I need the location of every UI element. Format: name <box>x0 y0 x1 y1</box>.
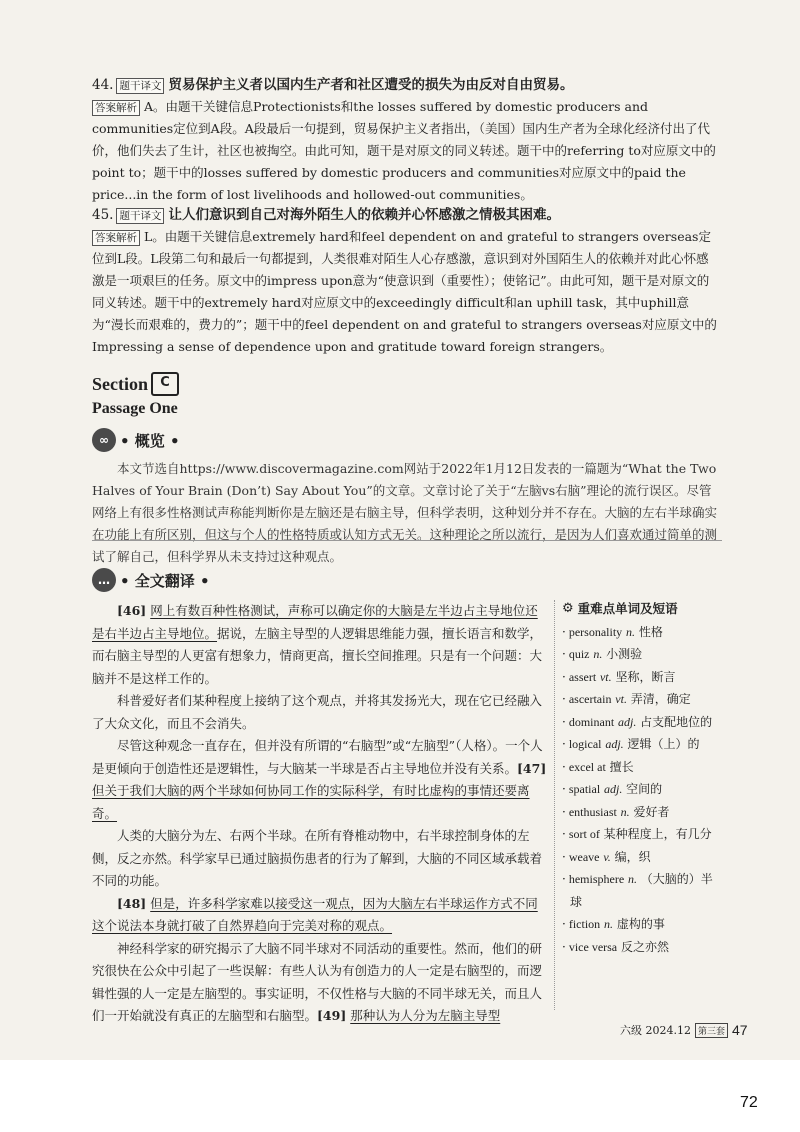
section-letter-icon: C <box>151 372 179 396</box>
passage-title: Passage One <box>92 400 178 417</box>
translation-tag: 题干译文 <box>116 208 164 224</box>
vocab-item: · personality n. 性格 <box>562 621 722 644</box>
vocab-item: · sort of 某种程度上，有几分 <box>562 823 722 846</box>
page-footer: 六级 2024.12 第三套 47 <box>620 1022 748 1038</box>
translation-paragraph: 尽管这种观念一直存在，但并没有所谓的“右脑型”或“左脑型”（人格）。一个人是更倾向于创造性还是逻辑性，与大脑某一半球是否占主导地位并没有关系。[47] 但关于我们大脑的两个半球如何协同工作的实际科学，有时比虚构的事情还要离奇。 <box>92 738 547 821</box>
vocab-item: · hemisphere n. （大脑的）半球 <box>562 868 722 913</box>
vocab-item: · weave v. 编，织 <box>562 846 722 869</box>
gear-icon: ⚙ <box>562 601 574 616</box>
document-page-number: 72 <box>740 1094 758 1111</box>
translation-tag: 题干译文 <box>116 78 164 94</box>
translation-paragraph: [48] 但是，许多科学家难以接受这一观点，因为大脑左右半球运作方式不同这个说法本身就打破了自然界趋向于完美对称的观点。 <box>92 895 538 933</box>
question-45 <box>92 204 720 358</box>
analysis-tag: 答案解析 <box>92 230 140 246</box>
question-44-heading: 44. 题干译文 贸易保护主义者以国内生产者和社区遭受的损失为由反对自由贸易。 <box>92 77 574 93</box>
question-44 <box>92 74 720 206</box>
column-divider <box>554 600 555 1010</box>
translation-heading: … • 全文翻译 • <box>92 568 210 592</box>
translation-body <box>92 600 550 1028</box>
divider <box>92 540 722 541</box>
page-number: 47 <box>732 1022 748 1038</box>
translation-paragraph: 神经科学家的研究揭示了大脑不同半球对不同活动的重要性。然而，他们的研究很快在公众中引起了一些误解：有些人认为有创造力的人一定是右脑型的，而逻辑性强的人一定是左脑型的。事实证明，不仅性格与大脑的不同半球无关，而且人们一开始就没有真正的左脑型和右脑型。[49] 那种认为人分为左脑主导型 <box>92 940 543 1023</box>
vocab-item: · enthusiast n. 爱好者 <box>562 801 722 824</box>
vocab-heading: ⚙ 重难点单词及短语 <box>562 598 722 621</box>
vocab-item: · spatial adj. 空间的 <box>562 778 722 801</box>
vocab-item: · ascertain vt. 弄清，确定 <box>562 688 722 711</box>
section-title: Section C <box>92 372 179 396</box>
vocab-item: · dominant adj. 占支配地位的 <box>562 711 722 734</box>
question-45-answer: 答案解析 L。由题干关键信息extremely hard和feel dependent on and grateful to strangers overseas定位到L段。L段第二句和最后一句都提到，人类很难对陌生人心存感激，意识到对外国陌生人的依赖并对此心怀感激是一项艰巨的任务。原文中的impress upon意为“使意识到（重要性）；使铭记”。由此可知，题干是对原文的同义转述。题干中的extremely hard对应原文中的exceedingly difficult和an uphill task，其中uphill意为“漫长而艰难的，费力的”；题干中的feel dependent on and grateful to strangers overseas对应原文中的Impressing a sense of dependence upon and gratitude toward foreign strangers。 <box>92 229 717 354</box>
analysis-tag: 答案解析 <box>92 100 140 116</box>
vocab-item: · assert vt. 坚称，断言 <box>562 666 722 689</box>
vocab-item: · logical adj. 逻辑（上）的 <box>562 733 722 756</box>
vocab-item: · fiction n. 虚构的事 <box>562 913 722 936</box>
vocab-item: · quiz n. 小测验 <box>562 643 722 666</box>
overview-heading: ∞ • 概览 • <box>92 428 180 452</box>
overview-text: 本文节选自https://www.discovermagazine.com网站于2022年1月12日发表的一篇题为“What the Two Halves of Your Brain (Don’t) Say About You”的文章。文章讨论了关于“左脑vs右脑”理论的流行误区。尽管网络上有很多性格测试声称能判断你是左脑还是右脑主导，但科学表明，这种划分并不存在。大脑的左右半球确实在功能上有所区别，但这与个人的性格特质或认知方式无关。这种理论之所以流行，是因为人们喜欢通过简单的测试了解自己，但科学界从未支持过这种观点。 <box>92 461 718 564</box>
speech-bubble-icon: … <box>92 568 116 592</box>
vocab-item: · vice versa 反之亦然 <box>562 936 722 959</box>
translation-paragraph: 人类的大脑分为左、右两个半球。在所有脊椎动物中，右半球控制身体的左侧，反之亦然。科学家早已通过脑损伤患者的行为了解到，大脑的不同区域承载着不同的功能。 <box>92 828 543 888</box>
question-45-heading: 45. 题干译文 让人们意识到自己对海外陌生人的依赖并心怀感激之情极其困难。 <box>92 207 560 223</box>
vocab-list <box>562 621 722 959</box>
glasses-icon: ∞ <box>92 428 116 452</box>
question-44-answer: 答案解析 A。由题干关键信息Protectionists和the losses suffered by domestic producers and communities定位到A段。A段最后一句提到，贸易保护主义者指出，（美国）国内生产者为全球化经济付出了代价，他们失去了生计，社区也被掏空。由此可知，题干是对原文的同义转述。题干中的referring to对应原文中的point to；题干中的losses suffered by domestic producers and communities对应原文中的paid the price...in the form of lost livelihoods and hollowed-out communities。 <box>92 99 716 202</box>
translation-paragraph: [46] 网上有数百种性格测试，声称可以确定你的大脑是左半边占主导地位还是右半边占主导地位。据说，左脑主导型的人逻辑思维能力强，擅长语言和数学，而右脑主导型的人更富有想象力，情商更高，擅长空间推理。只是有一个问题：大脑并不是这样工作的。 <box>92 603 543 686</box>
vocab-sidebar <box>562 598 722 958</box>
vocab-item: · excel at 擅长 <box>562 756 722 779</box>
translation-paragraph: 科普爱好者们某种程度上接纳了这个观点，并将其发扬光大，现在它已经融入了大众文化，而且不会消失。 <box>92 693 543 731</box>
